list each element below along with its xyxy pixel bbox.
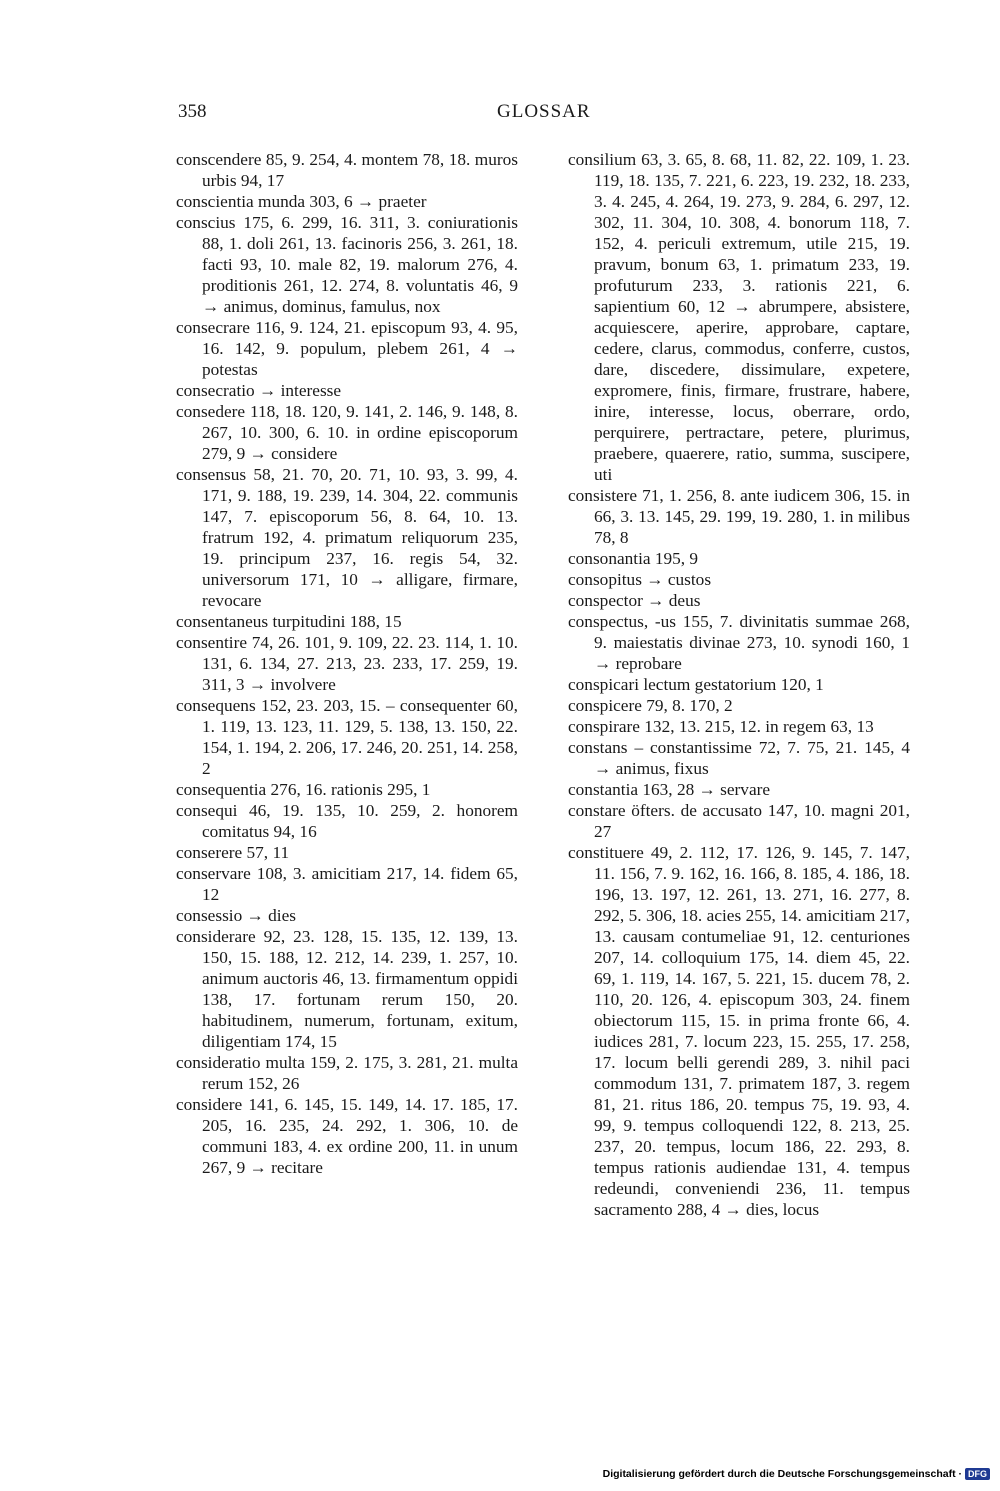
- glossary-entry: conservare 108, 3. amicitiam 217, 14. fidem 65, 12: [176, 864, 518, 904]
- glossary-entry: constantia 163, 28 → servare: [568, 780, 771, 799]
- glossary-column-left: [176, 149, 518, 1178]
- page-number: 358: [178, 101, 207, 122]
- glossary-entry: conspector → deus: [568, 591, 701, 610]
- glossary-entry: consedere 118, 18. 120, 9. 141, 2. 146, 9. 148, 8. 267, 10. 300, 6. 10. in ordine episcoporum 279, 9 → considere: [176, 402, 518, 463]
- glossary-entry: consopitus → custos: [568, 570, 712, 589]
- glossary-entry: consecrare 116, 9. 124, 21. episcopum 93, 4. 95, 16. 142, 9. populum, plebem 261, 4 → potestas: [176, 318, 518, 379]
- glossary-entry: consequens 152, 23. 203, 15. – consequenter 60, 1. 119, 13. 123, 11. 129, 5. 138, 13. 150, 22. 154, 1. 194, 2. 206, 17. 246, 20. 251, 14. 258, 2: [176, 696, 518, 778]
- glossary-entry: conspicere 79, 8. 170, 2: [568, 696, 733, 715]
- funding-footer: [603, 1468, 990, 1480]
- glossary-entry: conspectus, -us 155, 7. divinitatis summae 268, 9. maiestatis divinae 273, 10. synodi 160, 1 → reprobare: [568, 612, 910, 673]
- glossary-column-right: [568, 149, 910, 1220]
- glossary-entry: consideratio multa 159, 2. 175, 3. 281, 21. multa rerum 152, 26: [176, 1053, 518, 1093]
- glossary-entry: conspicari lectum gestatorium 120, 1: [568, 675, 824, 694]
- glossary-entry: consistere 71, 1. 256, 8. ante iudicem 306, 15. in 66, 3. 13. 145, 29. 199, 19. 280, 1. in milibus 78, 8: [568, 486, 910, 547]
- glossary-entry: constans – constantissime 72, 7. 75, 21. 145, 4 → animus, fixus: [568, 738, 910, 778]
- glossary-entry: consonantia 195, 9: [568, 549, 699, 568]
- glossary-entry: consessio → dies: [176, 906, 296, 925]
- glossary-entry: consequentia 276, 16. rationis 295, 1: [176, 780, 431, 799]
- glossary-entry: conscendere 85, 9. 254, 4. montem 78, 18. muros urbis 94, 17: [176, 150, 518, 190]
- glossary-entry: conspirare 132, 13. 215, 12. in regem 63, 13: [568, 717, 874, 736]
- glossary-entry: constare öfters. de accusato 147, 10. magni 201, 27: [568, 801, 910, 841]
- dfg-logo-icon: DFG: [965, 1468, 990, 1480]
- glossary-entry: conscientia munda 303, 6 → praeter: [176, 192, 427, 211]
- glossary-entry: consilium 63, 3. 65, 8. 68, 11. 82, 22. 109, 1. 23. 119, 18. 135, 7. 221, 6. 223, 19. 232, 18. 233, 3. 4. 245, 4. 264, 19. 273, 9. 284, 6. 297, 12. 302, 11. 304, 10. 308, 4. bonorum 118, 7. 152, 4. periculi extremum, utile 215, 19. pravum, bonum 63, 1. primatum 233, 19. profuturum 233, 3. rationis 221, 6. sapientium 60, 12 → abrumpere, absistere, acquiescere, aperire, approbare, captare, cedere, clarus, commodus, conferre, custos, dare, discedere, dissimulare, expetere, expromere, finis, firmare, frustrare, habere, inire, interesse, locus, oberrare, ordo, perquirere, pertractare, petere, plurimus, praebere, quaerere, ratio, summa, suscipere, uti: [568, 150, 910, 484]
- glossary-entry: conscius 175, 6. 299, 16. 311, 3. coniurationis 88, 1. doli 261, 13. facinoris 256, 3. 261, 18. facti 93, 10. male 82, 19. malorum 276, 4. proditionis 261, 12. 274, 8. voluntatis 46, 9 → animus, dominus, famulus, nox: [176, 213, 518, 316]
- glossary-entry: considere 141, 6. 145, 15. 149, 14. 17. 185, 17. 205, 16. 235, 24. 292, 1. 306, 10. de communi 183, 4. ex ordine 200, 11. in unum 267, 9 → recitare: [176, 1095, 518, 1177]
- glossary-entry: consensus 58, 21. 70, 20. 71, 10. 93, 3. 99, 4. 171, 9. 188, 19. 239, 14. 304, 22. communis 147, 7. episcoporum 56, 8. 64, 10. 13. fratrum 192, 4. primatum reliquorum 235, 19. principum 237, 16. regis 54, 32. universorum 171, 10 → alligare, firmare, revocare: [176, 465, 518, 610]
- glossary-entry: considerare 92, 23. 128, 15. 135, 12. 139, 13. 150, 15. 188, 12. 212, 14. 239, 1. 257, 10. animum auctoris 46, 13. firmamentum oppidi 138, 17. fortunam rerum 150, 20. habitudinem, numerum, fortunam, exitum, diligentiam 174, 15: [176, 927, 518, 1051]
- glossary-entry: constituere 49, 2. 112, 17. 126, 9. 145, 7. 147, 11. 156, 7. 9. 162, 16. 166, 8. 185, 4. 186, 18. 196, 13. 197, 12. 261, 13. 271, 16. 277, 8. 292, 5. 306, 18. acies 255, 14. amicitiam 217, 13. causam contumeliae 91, 12. centuriones 207, 14. colloquium 175, 14. diem 45, 22. 69, 1. 119, 14. 167, 5. 221, 15. ducem 78, 2. 110, 20. 126, 4. episcopum 303, 24. finem obiectorum 115, 15. in prima fronte 66, 4. iudices 281, 7. locum 223, 15. 255, 17. 258, 17. locum belli gerendi 289, 3. nihil paci commodum 131, 7. primatem 187, 3. regem 81, 21. ritus 186, 20. tempus 75, 19. 93, 4. 99, 9. tempus colloquendi 122, 8. 213, 25. 237, 20. tempus, locum 186, 22. 293, 8. tempus rationis audiendae 131, 4. tempus redeundi, conveniendi 236, 11. tempus sacramento 288, 4 → dies, locus: [568, 843, 910, 1219]
- glossary-entry: conserere 57, 11: [176, 843, 290, 862]
- glossary-entry: consentaneus turpitudini 188, 15: [176, 612, 402, 631]
- glossary-entry: consequi 46, 19. 135, 10. 259, 2. honorem comitatus 94, 16: [176, 801, 518, 841]
- funding-text: Digitalisierung gefördert durch die Deutsche Forschungsgemeinschaft ·: [602, 1468, 962, 1480]
- running-head: GLOSSAR: [497, 101, 591, 122]
- glossary-entry: consentire 74, 26. 101, 9. 109, 22. 23. 114, 1. 10. 131, 6. 134, 27. 213, 23. 233, 17. 259, 19. 311, 3 → involvere: [176, 633, 518, 694]
- glossary-entry: consecratio → interesse: [176, 381, 342, 400]
